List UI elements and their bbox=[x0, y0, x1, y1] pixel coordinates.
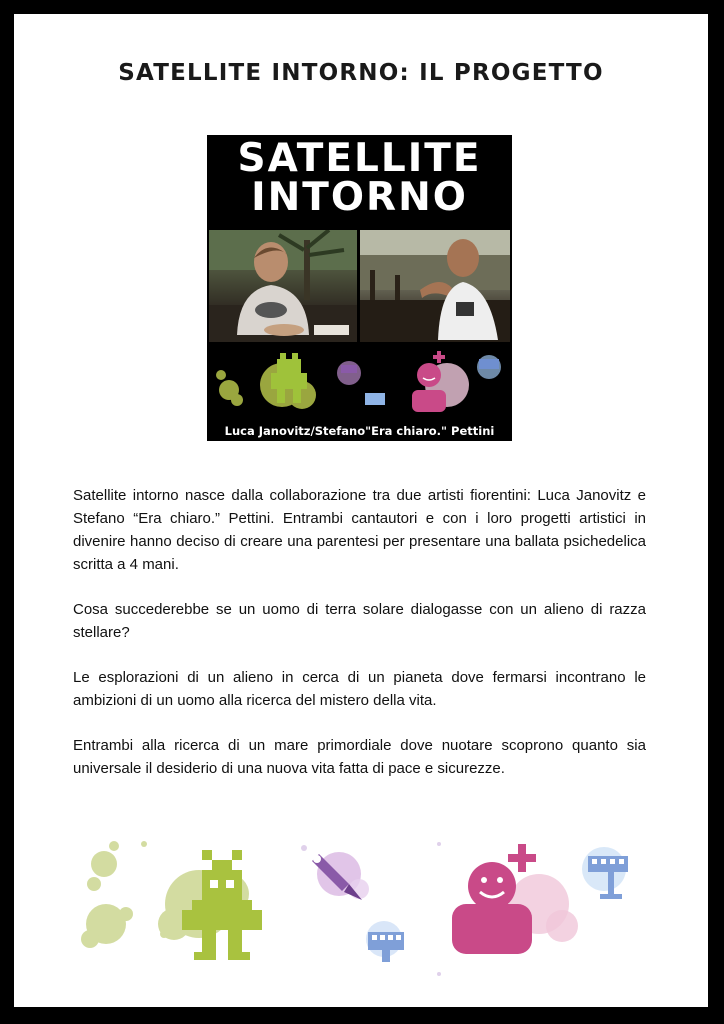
paragraph-1: Satellite intorno nasce dalla collaborazione tra due artisti fiorentini: Luca Janovitz e Stefano “Era chiaro.” Pettini. Entrambi cantautori e con i loro progetti artistici in divenire hanno deciso di creare una parentesi per presentare una ballata psichedelica scritta a 4 mani. bbox=[73, 487, 646, 573]
poster-satellite bbox=[477, 355, 501, 379]
photo-stefano-illustration bbox=[360, 230, 510, 342]
plus-sign-icon bbox=[508, 844, 536, 872]
poster-title bbox=[207, 136, 512, 220]
poster-title-line1: SATELLITE bbox=[237, 136, 482, 181]
satellite-icon bbox=[582, 847, 628, 899]
page-title: SATELLITE INTORNO: IL PROGETTO bbox=[118, 60, 604, 86]
poster-characters bbox=[207, 345, 512, 425]
paragraph-3: Le esplorazioni di un alieno in cerca di un pianeta dove fermarsi incontrano le ambizioni di un uomo alla ricerca del mistero della vita. bbox=[73, 669, 646, 709]
smiley-man-icon bbox=[452, 862, 578, 954]
rocket-icon bbox=[312, 852, 369, 900]
body-text bbox=[73, 484, 646, 802]
document-page bbox=[14, 14, 708, 1007]
poster-ship bbox=[365, 393, 385, 405]
spaceship-icon bbox=[366, 921, 404, 962]
photo-luca-illustration bbox=[209, 230, 357, 342]
paragraph-4: Entrambi alla ricerca di un mare primordiale dove nuotare scoprono quanto sia universale il desiderio di una nuova vita fatta di pace e sicurezze. bbox=[73, 737, 646, 777]
pixel-alien-icon bbox=[182, 850, 262, 960]
poster-credit: Luca Janovitz/Stefano"Era chiaro." Pettini bbox=[224, 424, 495, 438]
photo-luca bbox=[209, 230, 357, 342]
poster-image bbox=[207, 135, 512, 441]
bottom-illustration bbox=[14, 814, 708, 1004]
poster-rocket bbox=[337, 361, 361, 385]
poster-title-line2: INTORNO bbox=[251, 175, 468, 220]
photo-stefano bbox=[360, 230, 510, 342]
paragraph-2: Cosa succederebbe se un uomo di terra solare dialogasse con un alieno di razza stellare? bbox=[73, 601, 646, 641]
poster-man bbox=[412, 351, 469, 412]
